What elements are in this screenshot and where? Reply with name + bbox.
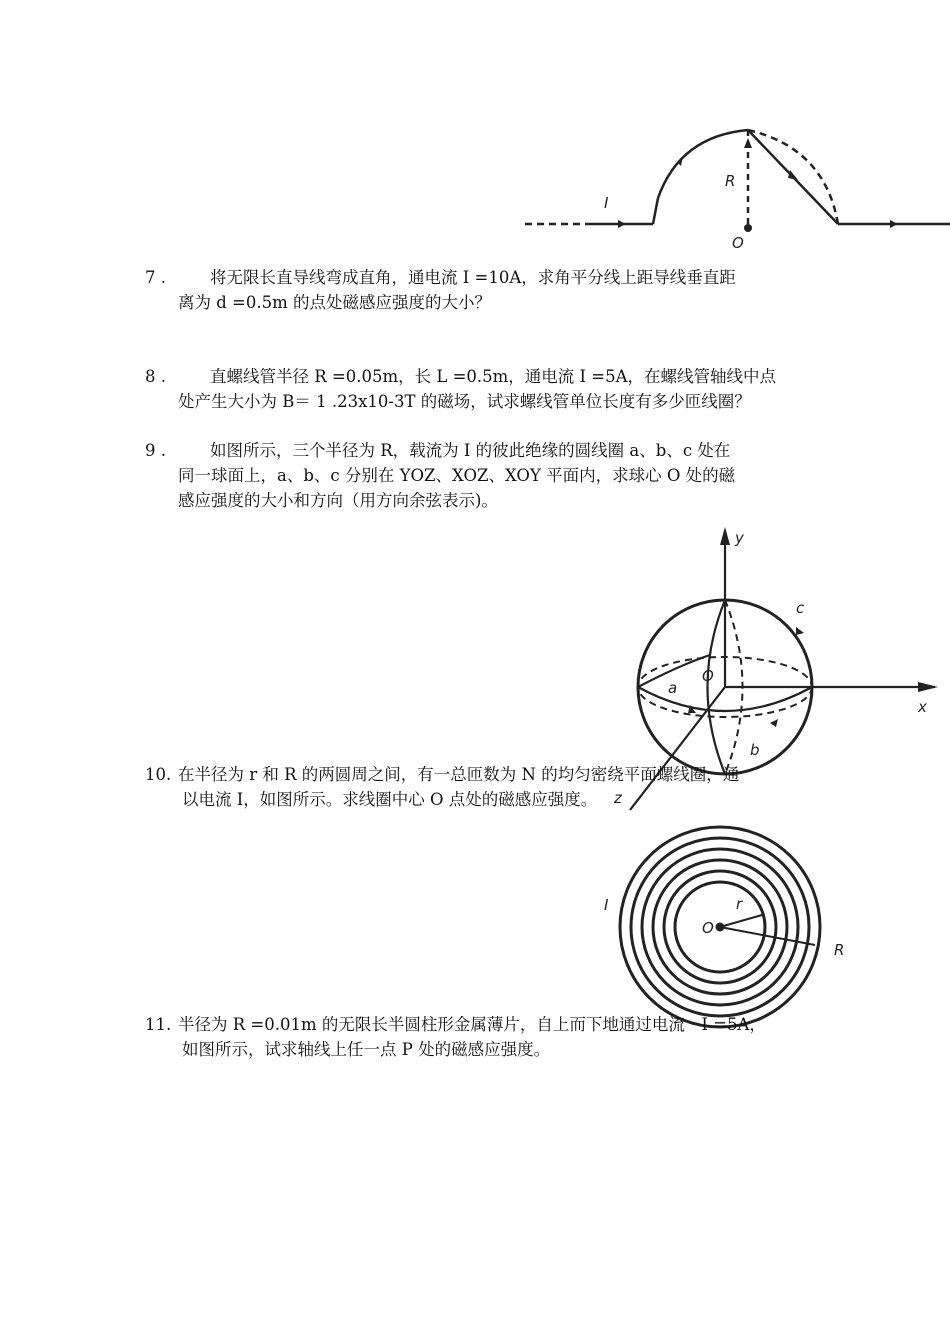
label-R: R	[834, 941, 845, 959]
problem-8	[145, 364, 810, 414]
label-b: b	[750, 741, 760, 759]
problem-7	[145, 265, 810, 315]
problem-text-line: 感应强度的大小和方向（用方向余弦表示)。	[178, 491, 498, 510]
label-x: x	[918, 698, 927, 716]
label-c: c	[796, 599, 805, 617]
problem-text-line: 将无限长直导线弯成直角，通电流 I =10A，求角平分线上距导线垂直距	[210, 268, 736, 287]
label-r: r	[736, 895, 743, 913]
problem-number: 9 .	[145, 441, 166, 460]
label-I: I	[604, 896, 609, 914]
problem-text-line: 直螺线管半径 R =0.05m，长 L =0.5m，通电流 I =5A，在螺线管轴线中点	[210, 367, 777, 386]
problem-text-line: 同一球面上，a、b、c 分别在 YOZ、XOZ、XOY 平面内，求球心 O 处的磁	[178, 466, 736, 485]
label-I: I	[604, 194, 609, 212]
label-O: O	[732, 234, 744, 252]
problem-text-line: 离为 d =0.5m 的点处磁感应强度的大小？	[178, 293, 492, 312]
problem-text-line: 在半径为 r 和 R 的两圆周之间，有一总匝数为 N 的均匀密绕平面螺线圈，通	[178, 765, 740, 784]
problem-9	[145, 438, 810, 513]
label-O: O	[702, 667, 714, 685]
problem-text-line: 半径为 R =0.01m 的无限长半圆柱形金属薄片，自上而下地通过电流 I =5A，	[178, 1015, 766, 1034]
problem-number: 7 .	[145, 268, 166, 287]
problem-text-line: 以电流 I，如图所示。求线圈中心 O 点处的磁感应强度。	[182, 790, 598, 809]
label-a: a	[668, 679, 678, 697]
problem-number: 11.	[145, 1015, 172, 1034]
label-y: y	[735, 529, 744, 547]
figure-planar-spiral-coil	[590, 815, 870, 1045]
label-z: z	[614, 789, 622, 807]
label-O: O	[702, 919, 714, 937]
problem-11	[145, 1012, 810, 1062]
figure-bent-wire-arc	[520, 118, 950, 258]
problem-text-line: 处产生大小为 B＝ 1 .23x10-3T 的磁场，试求螺线管单位长度有多少匝线圈？	[178, 392, 751, 411]
label-R: R	[725, 172, 736, 190]
problem-text-line: 如图所示，试求轴线上任一点 P 处的磁感应强度。	[182, 1040, 551, 1059]
problem-number: 8 .	[145, 367, 166, 386]
problem-text-line: 如图所示，三个半径为 R，载流为 I 的彼此绝缘的圆线圈 a、b、c 处在	[210, 441, 731, 460]
problem-10	[145, 762, 810, 812]
problem-number: 10.	[145, 765, 172, 784]
